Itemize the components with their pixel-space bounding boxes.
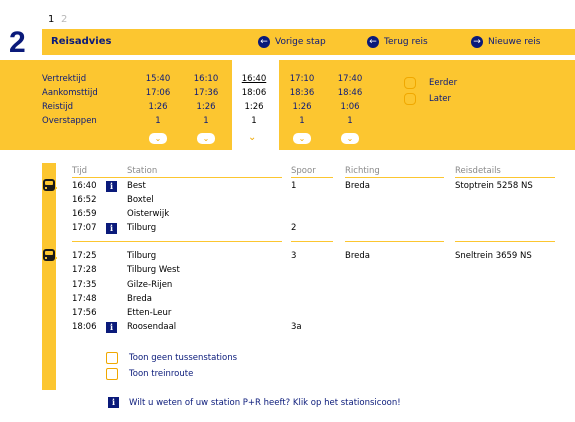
departure-time[interactable]: 15:40 bbox=[145, 74, 171, 84]
earlier-option-toggle[interactable] bbox=[404, 77, 416, 89]
stop-time: 17:35 bbox=[72, 280, 97, 290]
earlier-option-label[interactable]: Eerder bbox=[429, 78, 458, 88]
stop-station: Roosendaal bbox=[127, 322, 177, 332]
train-details: Stoptrein 5258 NS bbox=[455, 181, 533, 191]
divider bbox=[291, 241, 333, 242]
divider bbox=[291, 177, 333, 178]
stop-time: 16:59 bbox=[72, 209, 97, 219]
divider bbox=[72, 241, 282, 242]
chevron-down-icon[interactable]: ⌄ bbox=[197, 133, 215, 144]
return-trip-label: Terug reis bbox=[384, 37, 428, 47]
arrival-time: 18:06 bbox=[241, 88, 267, 98]
stop-station: Oisterwijk bbox=[127, 209, 170, 219]
divider bbox=[455, 241, 555, 242]
departure-time[interactable]: 17:10 bbox=[289, 74, 315, 84]
stop-station: Boxtel bbox=[127, 195, 154, 205]
stop-station: Tilburg bbox=[127, 223, 157, 233]
travel-time: 1:06 bbox=[340, 102, 360, 112]
chevron-down-icon[interactable]: ⌄ bbox=[149, 133, 167, 144]
stop-time: 18:06 bbox=[72, 322, 97, 332]
chevron-down-icon: ⌄ bbox=[248, 132, 257, 143]
hide-intermediate-stations-checkbox[interactable] bbox=[106, 352, 118, 364]
stop-time: 17:48 bbox=[72, 294, 97, 304]
new-trip-label: Nieuwe reis bbox=[488, 37, 541, 47]
info-icon: i bbox=[108, 397, 119, 408]
divider bbox=[455, 177, 555, 178]
station-info-icon[interactable]: i bbox=[106, 223, 117, 234]
station-info-icon[interactable]: i bbox=[106, 181, 117, 192]
transfers-count: 1 bbox=[299, 116, 305, 126]
column-header-station: Station bbox=[127, 166, 158, 176]
new-trip-button[interactable] bbox=[471, 36, 540, 48]
stop-station: Breda bbox=[127, 294, 152, 304]
arrival-time: 17:06 bbox=[145, 88, 171, 98]
travel-time: 1:26 bbox=[292, 102, 312, 112]
page-title: Reisadvies bbox=[51, 36, 112, 47]
arrival-time: 18:46 bbox=[337, 88, 363, 98]
stop-time: 17:25 bbox=[72, 251, 97, 261]
stop-platform: 3a bbox=[291, 322, 302, 332]
arrival-time: 18:36 bbox=[289, 88, 315, 98]
travel-time: 1:26 bbox=[196, 102, 216, 112]
previous-step-button[interactable] bbox=[258, 36, 326, 48]
column-header-details: Reisdetails bbox=[455, 166, 501, 176]
chevron-down-icon[interactable]: ⌄ bbox=[341, 133, 359, 144]
stop-time: 17:28 bbox=[72, 265, 97, 275]
stop-station: Etten-Leur bbox=[127, 308, 172, 318]
transfers-label: Overstappen bbox=[42, 116, 97, 126]
later-option-label[interactable]: Later bbox=[429, 94, 452, 104]
transfers-count: 1 bbox=[251, 116, 257, 126]
stop-time: 16:52 bbox=[72, 195, 97, 205]
stop-station: Tilburg West bbox=[127, 265, 180, 275]
stop-direction: Breda bbox=[345, 181, 370, 191]
train-icon bbox=[43, 249, 55, 261]
transfers-count: 1 bbox=[347, 116, 353, 126]
travel-time: 1:26 bbox=[148, 102, 168, 112]
arrow-right-icon: → bbox=[471, 36, 483, 48]
arrival-time: 17:36 bbox=[193, 88, 219, 98]
header-bar bbox=[42, 29, 575, 55]
stop-station: Best bbox=[127, 181, 146, 191]
departure-time-label: Vertrektijd bbox=[42, 74, 87, 84]
arrow-left-icon: ← bbox=[367, 36, 379, 48]
transfers-count: 1 bbox=[203, 116, 209, 126]
stop-platform: 2 bbox=[291, 223, 297, 233]
column-header-direction: Richting bbox=[345, 166, 380, 176]
hide-intermediate-stations-label[interactable]: Toon geen tussenstations bbox=[129, 353, 238, 363]
route-sidebar bbox=[42, 163, 56, 390]
step-number: 2 bbox=[9, 26, 26, 59]
show-train-route-checkbox[interactable] bbox=[106, 368, 118, 380]
previous-step-label: Vorige stap bbox=[275, 37, 326, 47]
page-tab-2[interactable]: 2 bbox=[61, 14, 68, 25]
train-icon bbox=[43, 179, 55, 191]
stop-platform: 1 bbox=[291, 181, 297, 191]
arrival-time-label: Aankomsttijd bbox=[42, 88, 98, 98]
footer-note: Wilt u weten of uw station P+R heeft? Klik op het stationsicoon! bbox=[129, 398, 401, 408]
travel-time-label: Reistijd bbox=[42, 102, 73, 112]
chevron-down-icon[interactable]: ⌄ bbox=[293, 133, 311, 144]
departure-time-selected[interactable]: 16:40 bbox=[241, 74, 267, 84]
stop-time: 17:07 bbox=[72, 223, 97, 233]
show-train-route-label[interactable]: Toon treinroute bbox=[129, 369, 194, 379]
column-header-time: Tijd bbox=[72, 166, 88, 176]
stop-station: Tilburg bbox=[127, 251, 157, 261]
arrow-left-icon: ← bbox=[258, 36, 270, 48]
divider bbox=[345, 241, 444, 242]
return-trip-button[interactable] bbox=[367, 36, 428, 48]
stop-time: 17:56 bbox=[72, 308, 97, 318]
stop-direction: Breda bbox=[345, 251, 370, 261]
train-details: Sneltrein 3659 NS bbox=[455, 251, 532, 261]
departure-time[interactable]: 16:10 bbox=[193, 74, 219, 84]
divider bbox=[72, 177, 282, 178]
transfers-count: 1 bbox=[155, 116, 161, 126]
departure-time[interactable]: 17:40 bbox=[337, 74, 363, 84]
divider bbox=[345, 177, 444, 178]
later-option-toggle[interactable] bbox=[404, 93, 416, 105]
stop-station: Gilze-Rijen bbox=[127, 280, 173, 290]
stop-platform: 3 bbox=[291, 251, 297, 261]
station-info-icon[interactable]: i bbox=[106, 322, 117, 333]
column-header-platform: Spoor bbox=[291, 166, 316, 176]
travel-time: 1:26 bbox=[244, 102, 264, 112]
page-tab-1[interactable]: 1 bbox=[48, 14, 55, 25]
stop-time: 16:40 bbox=[72, 181, 97, 191]
